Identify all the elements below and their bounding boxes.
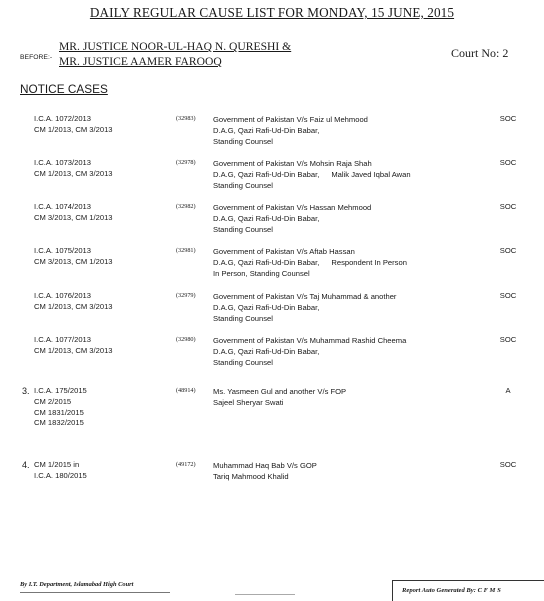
case-reference: I.C.A. 1074/2013 CM 3/2013, CM 1/2013 — [34, 202, 113, 222]
footer-report-text: Report Auto Generated By: C F M S — [402, 587, 501, 594]
court-number: Court No: 2 — [451, 46, 509, 60]
footer-divider — [235, 594, 295, 595]
case-parties: Government of Pakistan V/s Muhammad Rashid Cheema D.A.G, Qazi Rafi-Ud-Din Babar, Standing Counsel — [213, 336, 407, 368]
respondent-counsel: Malik Javed Iqbal Awan — [331, 170, 411, 180]
case-status: SOC — [499, 246, 517, 255]
case-status: SOC — [499, 460, 517, 469]
case-number: 4. — [22, 460, 30, 470]
case-status: SOC — [499, 335, 517, 344]
justice-2: MR. JUSTICE AAMER FAROOQ — [59, 55, 222, 68]
case-reference: I.C.A. 1077/2013 CM 1/2013, CM 3/2013 — [34, 335, 113, 355]
respondent-counsel: Respondent In Person — [331, 258, 407, 268]
case-reference: I.C.A. 1076/2013 CM 1/2013, CM 3/2013 — [34, 291, 113, 311]
case-code: (48914) — [176, 387, 196, 394]
case-code: (32978) — [176, 159, 196, 166]
case-code: (32981) — [176, 247, 196, 254]
case-reference: I.C.A. 175/2015 CM 2/2015 CM 1831/2015 CM 1832/2015 — [34, 386, 87, 428]
case-status: SOC — [499, 291, 517, 300]
case-parties: Government of Pakistan V/s Faiz ul Mehmood D.A.G, Qazi Rafi-Ud-Din Babar, Standing Counsel — [213, 115, 368, 147]
case-code: (32980) — [176, 336, 196, 343]
footer-credit: By I.T. Department, Islamabad High Court — [20, 581, 134, 588]
page-title: DAILY REGULAR CAUSE LIST FOR MONDAY, 15 JUNE, 2015 — [89, 5, 455, 20]
case-parties: Government of Pakistan V/s Taj Muhammad & another D.A.G, Qazi Rafi-Ud-Din Babar, Standing Counsel — [213, 292, 397, 324]
case-parties: Ms. Yasmeen Gul and another V/s FOP Sajeel Sheryar Swati — [213, 387, 347, 408]
case-reference: I.C.A. 1075/2013 CM 3/2013, CM 1/2013 — [34, 246, 113, 266]
case-reference: I.C.A. 1072/2013 CM 1/2013, CM 3/2013 — [34, 114, 113, 134]
case-reference: CM 1/2015 in I.C.A. 180/2015 — [34, 460, 87, 480]
case-code: (32983) — [176, 115, 196, 122]
footer-report-box — [392, 580, 544, 601]
justice-1: MR. JUSTICE NOOR-UL-HAQ N. QURESHI & — [59, 40, 292, 53]
case-code: (32979) — [176, 292, 196, 299]
footer-divider — [20, 592, 170, 593]
case-status: SOC — [499, 158, 517, 167]
case-code: (49172) — [176, 461, 196, 468]
case-status: A — [505, 386, 511, 395]
case-parties: Government of Pakistan V/s Hassan Mehmood D.A.G, Qazi Rafi-Ud-Din Babar, Standing Counsel — [213, 203, 372, 235]
case-parties: Muhammad Haq Bab V/s GOP Tariq Mahmood Khalid — [213, 461, 317, 482]
case-number: 3. — [22, 386, 30, 396]
section-title: NOTICE CASES — [20, 82, 108, 96]
case-parties: Government of Pakistan V/s Aftab Hassan D.A.G, Qazi Rafi-Ud-Din Babar, Respondent In Person In Person, Standing Counsel — [213, 247, 407, 279]
case-code: (32982) — [176, 203, 196, 210]
case-reference: I.C.A. 1073/2013 CM 1/2013, CM 3/2013 — [34, 158, 113, 178]
case-parties: Government of Pakistan V/s Mohsin Raja Shah D.A.G, Qazi Rafi-Ud-Din Babar, Malik Javed Iqbal Awan Standing Counsel — [213, 159, 411, 191]
before-label: BEFORE:- — [20, 54, 53, 61]
case-status: SOC — [499, 114, 517, 123]
case-status: SOC — [499, 202, 517, 211]
